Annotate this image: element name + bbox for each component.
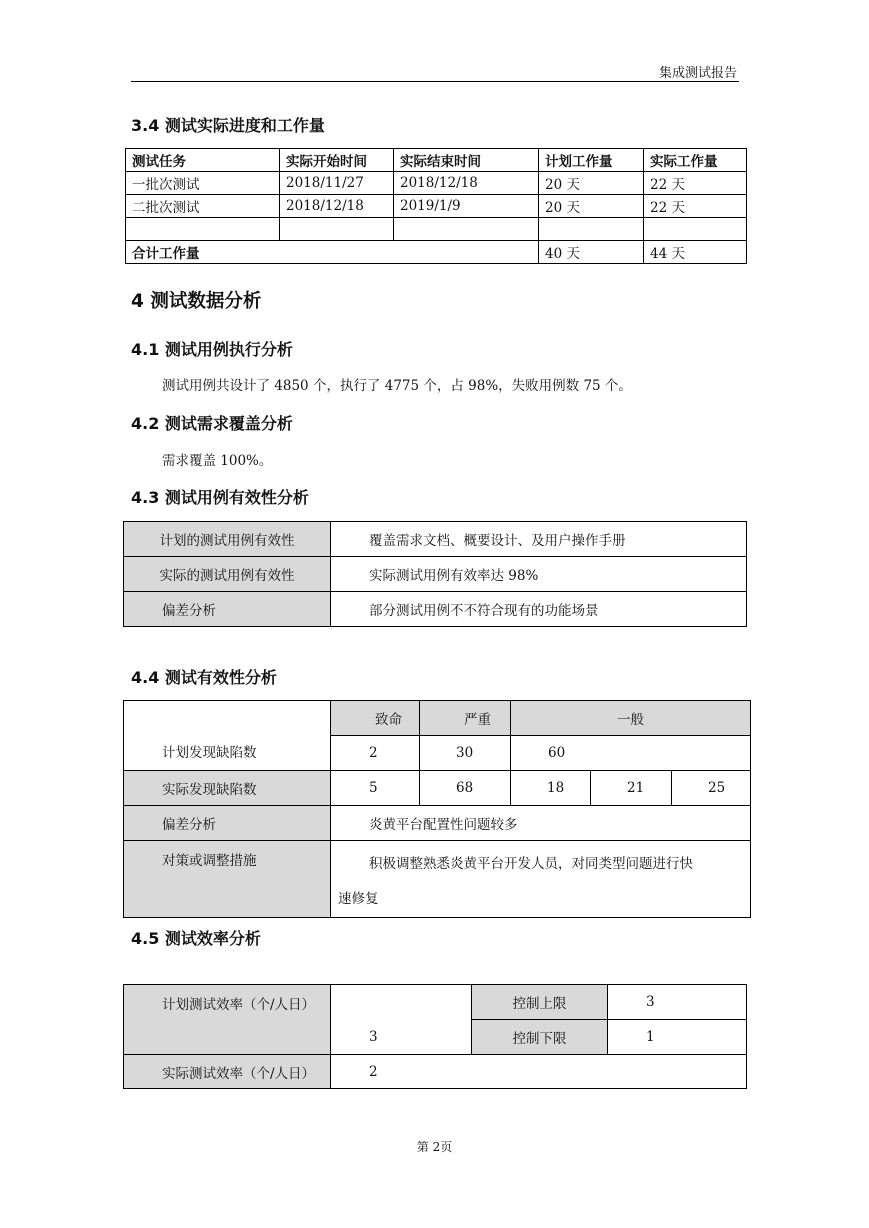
table-cell: 一批次测试 [126, 172, 280, 195]
section-4-5-heading: 4.5 测试效率分析 [131, 929, 261, 948]
column-header: 计划工作量 [539, 149, 644, 172]
lower-limit-label: 控制下限 [472, 1020, 608, 1055]
execution-analysis-text: 测试用例共设计了 4850 个，执行了 4775 个，占 98%，失败用例数 75 个。 [162, 378, 632, 394]
row-value: 实际测试用例有效率达 98% [331, 557, 747, 592]
running-header: 集成测试报告 [658, 66, 737, 81]
deviation-label: 偏差分析 [124, 806, 331, 841]
row-value: 部分测试用例不不符合现有的功能场景 [331, 592, 747, 627]
table-row [124, 985, 747, 1020]
measures-value: 积极调整熟悉炎黄平台开发人员，对同类型问题进行快 [369, 856, 693, 872]
table-cell: 20 天 [539, 195, 644, 218]
actual-general-2: 21 [591, 771, 672, 806]
table-cell: 2018/11/27 [280, 172, 394, 195]
table-cell: 22 天 [644, 172, 747, 195]
defect-validity-table [123, 700, 751, 918]
total-row [126, 241, 747, 264]
section-4-4-heading: 4.4 测试有效性分析 [131, 668, 277, 687]
table-row [124, 557, 747, 592]
actual-efficiency-label: 实际测试效率（个/人日） [124, 1055, 331, 1089]
planned-fatal: 2 [331, 736, 420, 771]
actual-severe: 68 [420, 771, 511, 806]
measures-label: 对策或调整措施 [124, 841, 331, 918]
table-row [124, 1055, 747, 1089]
planned-label: 计划发现缺陷数 [162, 745, 257, 761]
actual-label: 实际发现缺陷数 [124, 771, 331, 806]
table-cell: 20 天 [539, 172, 644, 195]
actual-efficiency-value: 2 [331, 1055, 747, 1089]
column-header: 测试任务 [126, 149, 280, 172]
column-header: 实际工作量 [644, 149, 747, 172]
coverage-text: 需求覆盖 100%。 [162, 453, 273, 469]
planned-efficiency-value: 3 [331, 985, 472, 1055]
total-planned: 40 天 [539, 241, 644, 264]
deviation-row [124, 806, 751, 841]
total-label: 合计工作量 [126, 241, 539, 264]
planned-severe: 30 [420, 736, 511, 771]
measures-row [124, 841, 751, 918]
header-rule [131, 81, 739, 82]
row-label: 实际的测试用例有效性 [124, 557, 331, 592]
table-cell: 二批次测试 [126, 195, 280, 218]
column-header-severe: 严重 [420, 701, 511, 736]
actual-fatal: 5 [331, 771, 420, 806]
section-4-3-heading: 4.3 测试用例有效性分析 [131, 488, 309, 507]
actual-general-1: 18 [511, 771, 591, 806]
row-value: 覆盖需求文档、概要设计、及用户操作手册 [331, 522, 747, 557]
planned-efficiency-label: 计划测试效率（个/人日） [124, 985, 331, 1055]
row-label: 偏差分析 [124, 592, 331, 627]
deviation-value: 炎黄平台配置性问题较多 [331, 806, 751, 841]
section-4-1-heading: 4.1 测试用例执行分析 [131, 340, 293, 359]
section-4-2-heading: 4.2 测试需求覆盖分析 [131, 414, 293, 433]
table-cell: 2018/12/18 [394, 172, 539, 195]
table-row [126, 172, 747, 195]
section-3-4-heading: 3.4 测试实际进度和工作量 [131, 116, 325, 135]
column-header-fatal: 致命 [331, 701, 420, 736]
upper-limit-label: 控制上限 [472, 985, 608, 1020]
table-row [124, 522, 747, 557]
measures-cell [331, 841, 751, 918]
upper-limit-value: 3 [608, 985, 747, 1020]
column-header: 实际结束时间 [394, 149, 539, 172]
corner-cell [124, 701, 331, 771]
table-cell: 2019/1/9 [394, 195, 539, 218]
measures-value-continued: 速修复 [338, 891, 379, 907]
actual-row [124, 771, 751, 806]
case-validity-table [123, 521, 747, 627]
empty-row [126, 218, 747, 241]
row-label: 计划的测试用例有效性 [124, 522, 331, 557]
efficiency-table [123, 984, 747, 1089]
section-4-heading: 4 测试数据分析 [131, 291, 262, 312]
table-cell: 2018/12/18 [280, 195, 394, 218]
column-header-general: 一般 [511, 701, 751, 736]
actual-general-3: 25 [672, 771, 751, 806]
total-actual: 44 天 [644, 241, 747, 264]
table-row [126, 195, 747, 218]
progress-workload-table [125, 148, 747, 264]
table-header-row [126, 149, 747, 172]
planned-general: 60 [511, 736, 751, 771]
lower-limit-value: 1 [608, 1020, 747, 1055]
table-cell: 22 天 [644, 195, 747, 218]
table-row [124, 592, 747, 627]
page-number: 第 2页 [416, 1140, 453, 1154]
column-header: 实际开始时间 [280, 149, 394, 172]
header-row [124, 701, 751, 736]
